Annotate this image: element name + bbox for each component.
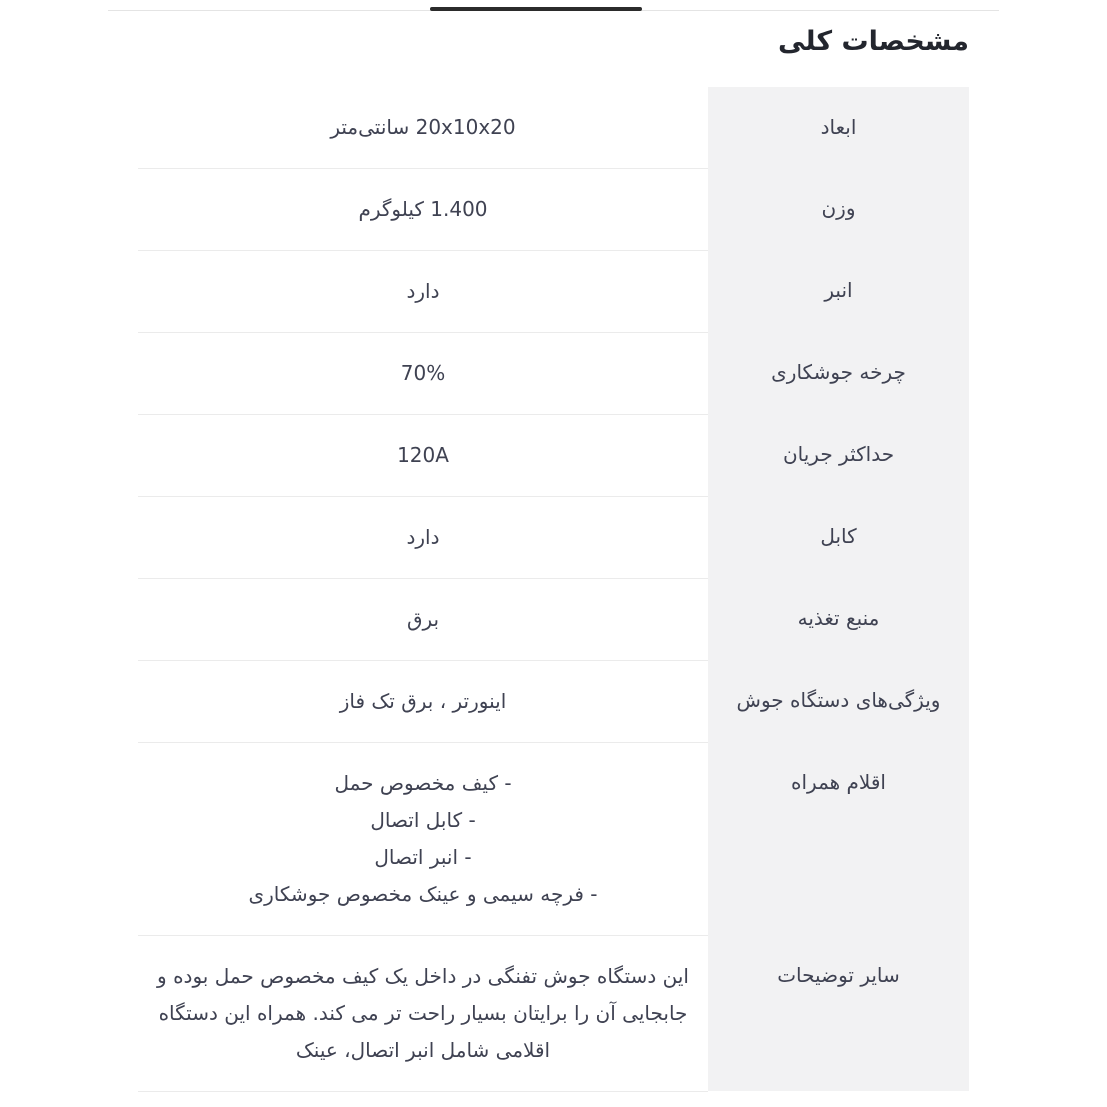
table-row xyxy=(138,168,969,250)
spec-value: 70% xyxy=(138,332,708,414)
spec-label: انبر xyxy=(708,250,969,332)
spec-label: وزن xyxy=(708,168,969,250)
spec-value: برق xyxy=(138,578,708,660)
spec-value: 120A xyxy=(138,414,708,496)
spec-label: اقلام همراه xyxy=(708,742,969,935)
spec-value: این دستگاه جوش تفنگی در داخل یک کیف مخصوص حمل بوده و جابجایی آن را برایتان بسیار راحت تر می کند. همراه این دستگاه اقلامی شامل انبر اتصال، عینک xyxy=(138,935,708,1091)
table-row xyxy=(138,578,969,660)
table-row xyxy=(138,87,969,169)
spec-value: دارد xyxy=(138,496,708,578)
spec-value: 1.400 کیلوگرم xyxy=(138,168,708,250)
table-row xyxy=(138,496,969,578)
spec-label: چرخه جوشکاری xyxy=(708,332,969,414)
table-row xyxy=(138,742,969,935)
table-row xyxy=(138,332,969,414)
table-row xyxy=(138,250,969,332)
page-title: مشخصات کلی xyxy=(778,26,969,57)
spec-value: - کیف مخصوص حمل - کابل اتصال - انبر اتصال - فرچه سیمی و عینک مخصوص جوشکاری xyxy=(138,742,708,935)
spec-label: سایر توضیحات xyxy=(708,935,969,1091)
table-row xyxy=(138,414,969,496)
spec-value: اینورتر ، برق تک فاز xyxy=(138,660,708,742)
spec-label: ویژگی‌های دستگاه جوش xyxy=(708,660,969,742)
specifications-table xyxy=(138,87,969,1092)
spec-value: 20x10x20 سانتی‌متر xyxy=(138,87,708,169)
spec-value: دارد xyxy=(138,250,708,332)
table-row xyxy=(138,660,969,742)
spec-label: حداکثر جریان xyxy=(708,414,969,496)
spec-label: منبع تغذیه xyxy=(708,578,969,660)
table-row xyxy=(138,935,969,1091)
spec-label: ابعاد xyxy=(708,87,969,169)
specifications-table-body xyxy=(138,87,969,1092)
spec-label: کابل xyxy=(708,496,969,578)
